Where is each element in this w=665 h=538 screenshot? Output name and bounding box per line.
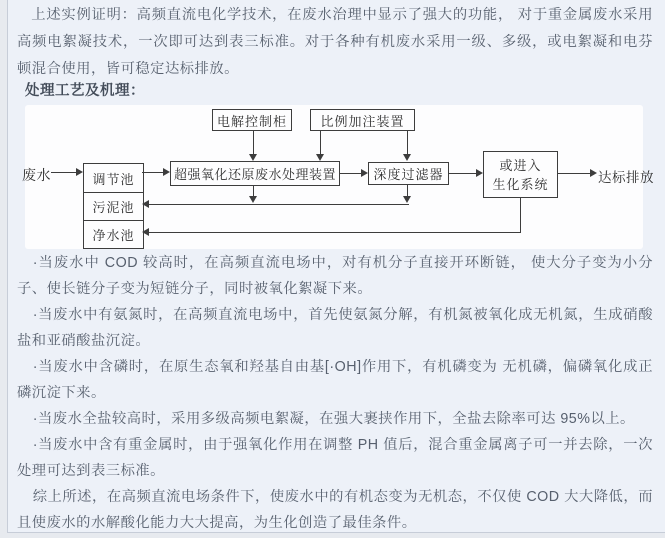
arrowhead-right-icon <box>76 168 83 176</box>
deep-filter-box: 深度过滤器 <box>368 162 449 185</box>
arrow-bio-system-to-discharge <box>558 173 591 174</box>
electrolysis-control-cabinet-box: 电解控制柜 <box>212 109 292 131</box>
arrow-filter-to-bio-system <box>449 173 477 174</box>
tank-column <box>83 163 144 249</box>
arrow-main-unit-to-filter <box>340 173 362 174</box>
bullet-phosphorus: ·当废水中含磷时，在原生态氧和羟基自由基[·OH]作用下，有机磷变为 无机磷，偏磷氧化成正磷沉淀下来。 <box>17 359 653 401</box>
sludge-tank-box: 污泥池 <box>84 192 143 220</box>
mechanism-text-block <box>17 250 653 536</box>
arrowhead-right-icon <box>361 169 368 177</box>
biochemical-system-line1: 或进入 <box>499 157 542 173</box>
bio-system-down-line <box>520 198 521 233</box>
summary-paragraph: 综上所述，在高频直流电场条件下，使废水中的有机态变为无机态，不仅使 COD 大大降低，而且使废水的水解酸化能力大大提高，为生化创造了最佳条件。 <box>17 489 653 531</box>
arrowhead-left-icon <box>142 228 149 236</box>
wastewater-inlet-label: 废水 <box>22 167 51 183</box>
arrowhead-right-icon <box>163 168 170 176</box>
arrowhead-down-icon <box>403 196 411 203</box>
arrowhead-left-icon <box>142 200 149 208</box>
sludge-return-line <box>148 204 409 205</box>
bullet-ammonia-nitrogen: ·当废水中有氨氮时，在高频直流电场中，首先使氨氮分解，有机氮被氧化成无机氮，生成硝酸盐和亚硝酸盐沉淀。 <box>17 307 653 349</box>
section-heading: 处理工艺及机理： <box>24 83 145 99</box>
arrow-regulating-to-main-unit <box>142 172 164 173</box>
clean-water-tank-box: 净水池 <box>84 220 143 248</box>
regulating-tank-box: 调节池 <box>92 171 135 187</box>
arrow-cabinet-to-main-unit <box>253 131 254 155</box>
arrowhead-right-icon <box>590 169 597 177</box>
main-treatment-unit-box: 超强氧化还原废水处理装置 <box>170 161 340 186</box>
arrowhead-down-icon <box>249 154 257 161</box>
arrow-dosing-to-main-unit <box>320 131 321 155</box>
arrow-inlet-to-regulating-tank <box>51 172 78 173</box>
arrowhead-down-icon <box>249 196 257 203</box>
proportional-dosing-device-box: 比例加注装置 <box>310 109 415 131</box>
bullet-cod: ·当废水中 COD 较高时，在高频直流电场中，对有机分子直接开环断链， 使大分子变为小分子、使长链分子变为短链分子，同时被氧化絮凝下来。 <box>17 255 653 297</box>
biochemical-system-box <box>483 151 558 198</box>
arrow-dosing-to-filter <box>407 131 408 155</box>
process-flow-diagram <box>22 105 654 249</box>
document-page <box>7 0 665 533</box>
clean-water-return-line <box>148 232 520 233</box>
arrowhead-down-icon <box>316 154 324 161</box>
intro-paragraph: 上述实例证明：高频直流电化学技术，在废水治理中显示了强大的功能， 对于重金属废水采用高频电絮凝技术，一次即可达到表三标准。对于各种有机废水采用一级、多级，或电絮凝和电芬顿混合使用，皆可稳定达标排放。 <box>17 7 653 77</box>
biochemical-system-line2: 生化系统 <box>492 176 549 192</box>
bullet-total-salt: ·当废水全盐较高时，采用多级高频电絮凝，在强大裹挟作用下，全盐去除率可达 95%以上。 <box>32 411 635 427</box>
arrowhead-down-icon <box>403 154 411 161</box>
standard-discharge-label: 达标排放 <box>598 170 654 185</box>
bullet-heavy-metal: ·当废水中含有重金属时，由于强氧化作用在调整 PH 值后，混合重金属离子可一并去除，一次处理可达到表三标准。 <box>17 437 653 479</box>
arrowhead-right-icon <box>476 169 483 177</box>
